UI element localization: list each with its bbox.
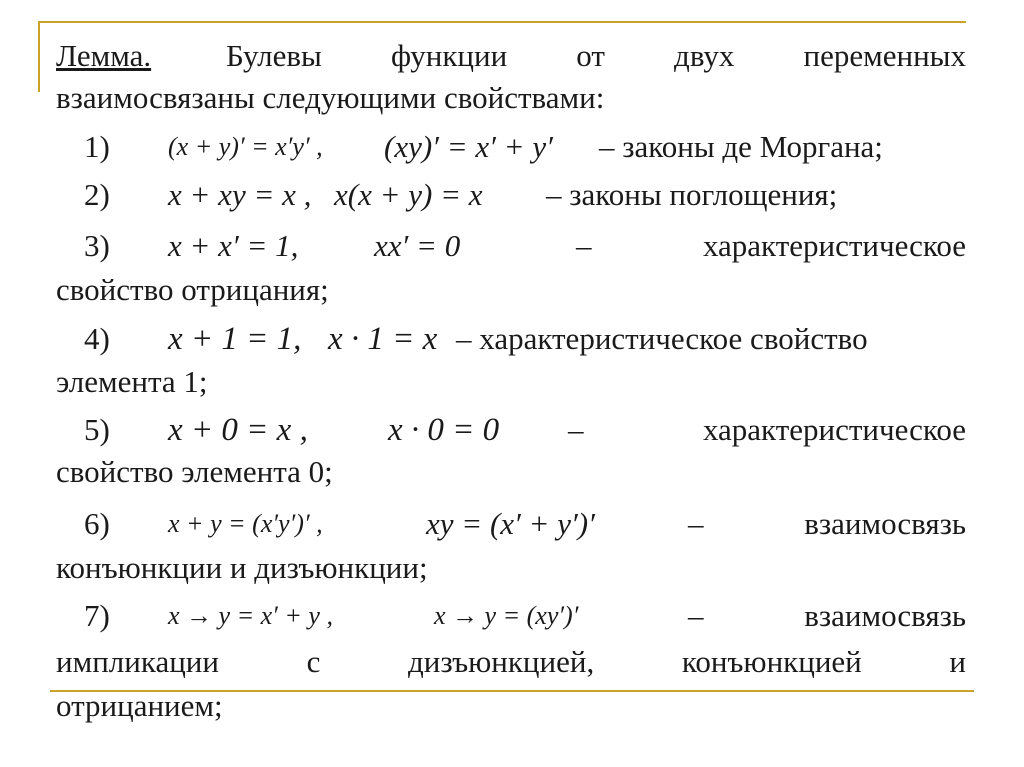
cont-word: конъюнкцией bbox=[681, 644, 862, 679]
item-6 bbox=[56, 502, 966, 546]
cont-word: с bbox=[306, 644, 321, 679]
item-dash: – bbox=[688, 506, 704, 541]
formula-2a: x + xy = x , bbox=[168, 177, 312, 212]
item-number: 4) bbox=[84, 321, 110, 356]
item-description: – законы поглощения; bbox=[546, 177, 838, 212]
formula-5b: x · 0 = 0 bbox=[388, 412, 500, 448]
item-6-continuation: конъюнкции и дизъюнкции; bbox=[56, 550, 428, 585]
formula-2b: x(x + y) = x bbox=[334, 177, 483, 212]
item-number: 3) bbox=[84, 228, 110, 263]
item-description: – законы де Моргана; bbox=[599, 129, 883, 164]
item-number: 7) bbox=[84, 598, 110, 633]
formula-7a: x → y = x′ + y , bbox=[168, 601, 333, 630]
formula-3a: x + x′ = 1, bbox=[168, 228, 299, 263]
item-2 bbox=[56, 173, 966, 217]
item-1 bbox=[56, 125, 966, 169]
item-5-continuation: свойство элемента 0; bbox=[56, 454, 333, 489]
formula-1a: (x + y)′ = x′y′ , bbox=[168, 132, 323, 161]
formula-3b: xx′ = 0 bbox=[374, 228, 461, 263]
item-dash: – bbox=[688, 598, 704, 633]
formula-7b: x → y = (xy′)′ bbox=[434, 601, 579, 630]
cont-word: и bbox=[949, 644, 966, 679]
item-3 bbox=[56, 224, 966, 268]
formula-5a: x + 0 = x , bbox=[168, 412, 308, 448]
formula-6b: xy = (x′ + y′)′ bbox=[426, 506, 595, 541]
item-5 bbox=[56, 408, 966, 452]
formula-6a: x + y = (x′y′)′ , bbox=[168, 509, 323, 538]
item-7-continuation-2: отрицанием; bbox=[56, 688, 223, 723]
item-dash: – bbox=[576, 228, 592, 263]
formula-4b: x · 1 = x bbox=[328, 321, 438, 357]
item-7-continuation bbox=[56, 640, 966, 684]
item-number: 2) bbox=[84, 177, 110, 212]
item-description: – характеристическое свойство bbox=[456, 321, 868, 356]
frame-left-rule bbox=[38, 21, 40, 92]
item-3-continuation: свойство отрицания; bbox=[56, 272, 329, 307]
item-description: взаимосвязь bbox=[804, 598, 966, 633]
item-description: характеристическое bbox=[702, 228, 966, 263]
lemma-heading: Лемма. bbox=[56, 38, 152, 73]
item-description: взаимосвязь bbox=[804, 506, 966, 541]
item-4-continuation: элемента 1; bbox=[56, 364, 208, 399]
intro-text-1: Булевы функции от двух переменных bbox=[226, 38, 966, 73]
intro-line-2: взаимосвязаны следующими свойствами: bbox=[56, 80, 605, 115]
intro-line-1 bbox=[56, 34, 966, 78]
item-number: 1) bbox=[84, 129, 110, 164]
cont-word: импликации bbox=[56, 644, 219, 679]
item-number: 6) bbox=[84, 506, 110, 541]
item-dash: – bbox=[568, 412, 584, 447]
item-description: характеристическое bbox=[702, 412, 966, 447]
frame-top-rule bbox=[38, 21, 966, 23]
item-4 bbox=[56, 317, 966, 361]
item-number: 5) bbox=[84, 412, 110, 447]
item-7 bbox=[56, 594, 966, 638]
cont-word: дизъюнкцией, bbox=[408, 644, 595, 679]
formula-4a: x + 1 = 1, bbox=[168, 321, 302, 357]
formula-1b: (xy)′ = x′ + y′ bbox=[384, 129, 553, 164]
